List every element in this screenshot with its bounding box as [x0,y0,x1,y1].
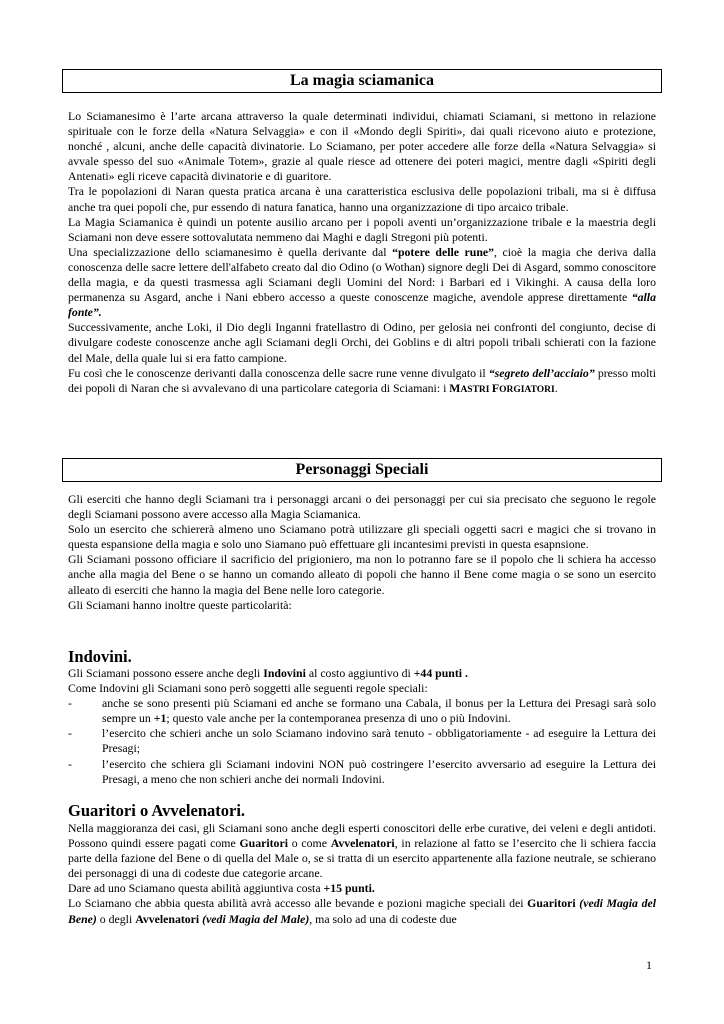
paragraph: Lo Sciamanesimo è l’arte arcana attraverso la quale determinati individui, chiamati Sciamani, si mettono in relazione spirituale con le forze della «Natura Selvaggia» e con il «Mondo degli Spiriti», dai quali ricevono aiuto e protezione, nonché , alcuni, anche delle capacità divinatorie. Lo Sciamano, per poter accedere alle forze della «Natura Selvaggia» si avvale spesso del suo «Animale Totem», grazie al quale riesce ad ottenere dei poteri magici, mentre dagli «Spiriti degli Antenati» egli riceve capacità divinatorie e di guaritore. [68,109,656,184]
text-run: . [554,380,558,395]
paragraph: Dare ad uno Sciamano questa abilità aggiuntiva costa +15 punti. [68,881,375,896]
text-run: presso molti dei popoli di Naran che si avvalevano di una particolare categoria di Sciamani: i [68,365,656,395]
paragraph: Successivamente, anche Loki, il Dio degli Inganni fratellastro di Odino, per gelosia nei confronti del congiunto, decise di divulgare codeste conoscenze anche agli Sciamani degli Orchi, dei Goblins e di altri popoli tribali schierati con la fazione del Male, della quale lui si era fatto campione. [68,320,656,365]
text-run: , cioè la magia che deriva dalla conoscenza delle sacre lettere dell'alfabeto creato dal dio Odino (o Wothan) signore degli Dei di Asgard, sommo conoscitore della magia, e da questi trasmessa agli Sciamani degli Uomini del Nord: i Barbari ed i Vikinghi. A causa della loro permanenza su Asgard, anche i Nani ebbero accesso a queste conoscenze magiche, avendole apprese direttamente [68,244,657,305]
text-run: Una specializzazione dello sciamanesimo è quella derivante dal [68,244,393,259]
page-number: 1 [646,958,652,972]
subheading-indovini: Indovini. [68,647,132,666]
guaritori-body [68,821,656,927]
paragraph: Gli Sciamani possono essere anche degli Indovini al costo aggiuntivo di +44 punti . [68,666,468,680]
section-title-personaggi-speciali [62,458,662,482]
paragraph: Come Indovini gli Sciamani sono però soggetti alle seguenti regole speciali: [68,681,428,696]
paragraph: Nella maggioranza dei casi, gli Sciamani sono anche degli esperti conoscitori delle erbe curative, dei veleni e degli antidoti. Possono quindi essere pagati come Guaritori o come Avvelenatori, in relazione al fatto se l’esercito che li schiera faccia parte della fazione del Bene o di quella del Male o, se si tratta di un esercito appartenente alla fazione neutrale, se schierano dei personaggi di una di codeste due categorie arcane. [68,821,657,881]
bold-italic-text: “alla fonte”. [68,290,656,320]
paragraph: Gli Sciamani possono officiare il sacrificio del prigioniero, ma non lo potranno fare se il popolo che li schiera ha accesso anche alla magia del Bene o se hanno un comando alleato di popoli che hanno il Bene come magia o se sono un esercito alleato di eserciti che hanno la magia del Bene nelle loro categorie. [68,552,656,597]
bold-text: “potere delle rune” [392,244,495,259]
text-run: Fu così che le conoscenze derivanti dalla conoscenza delle sacre rune venne divulgato il [68,365,489,380]
list-item: - l’esercito che schiera gli Sciamani indovini NON può costringere l’esercito avversario ad eseguire la Lettura dei Presagi, a meno che non schieri anche dei normali Indovini. [68,756,656,786]
subheading-guaritori: Guaritori o Avvelenatori. [68,801,246,820]
section-title-text: Personaggi Speciali [295,461,429,478]
section-title-magia-sciamanica [62,69,662,93]
small-caps-term: MASTRI FORGIATORI [449,380,555,395]
paragraph: Gli Sciamani hanno inoltre queste particolarità: [68,597,292,612]
rule-list [68,696,656,787]
paragraph: Tra le popolazioni di Naran questa pratica arcana è una caratteristica esclusiva delle popolazioni tribali, ma si è diffusa anche tra quei popoli che, pur essendo di natura fanatica, hanno una organizzazione di tipo arcaico tribale. [68,184,656,214]
indovini-body [68,666,656,787]
paragraph [68,245,656,320]
paragraph [68,366,656,398]
paragraph: Solo un esercito che schiererà almeno uno Sciamano potrà utilizzare gli speciali oggetti sacri e magici che si trovano in questa espansione della magia e solo uno Siamano può effettuare gli incantesimi previsti in questa esapnsione. [68,522,656,552]
list-item: - anche se sono presenti più Sciamani ed anche se formano una Cabala, il bonus per la Lettura dei Presagi sarà solo sempre un +1; questo vale anche per la contemporanea presenza di uno o più Indovini. [68,696,656,726]
section-body-personaggi-speciali [68,492,656,613]
paragraph: Lo Sciamano che abbia questa abilità avrà accesso alle bevande e pozioni magiche speciali dei Guaritori (vedi Magia del Bene) o degli Avvelenatori (vedi Magia del Male), ma solo ad una di codeste due [68,896,656,926]
section-body-magia-sciamanica [68,109,656,398]
paragraph: La Magia Sciamanica è quindi un potente ausilio arcano per i popoli aventi un’organizzazione tribale e la maestria degli Sciamani non deve essere sottovalutata nemmeno dai Maghi e dagli Stregoni più potenti. [68,214,656,244]
list-item: - l’esercito che schieri anche un solo Sciamano indovino sarà tenuto - obbligatoriamente - ad eseguire la Lettura dei Presagi; [68,726,656,756]
bold-italic-text: “segreto dell’acciaio” [488,365,595,380]
section-title-text: La magia sciamanica [290,72,434,89]
paragraph: Gli eserciti che hanno degli Sciamani tra i personaggi arcani o dei personaggi per cui sia precisato che seguono le regole degli Sciamani possono avere accesso alla Magia Sciamanica. [68,492,656,522]
